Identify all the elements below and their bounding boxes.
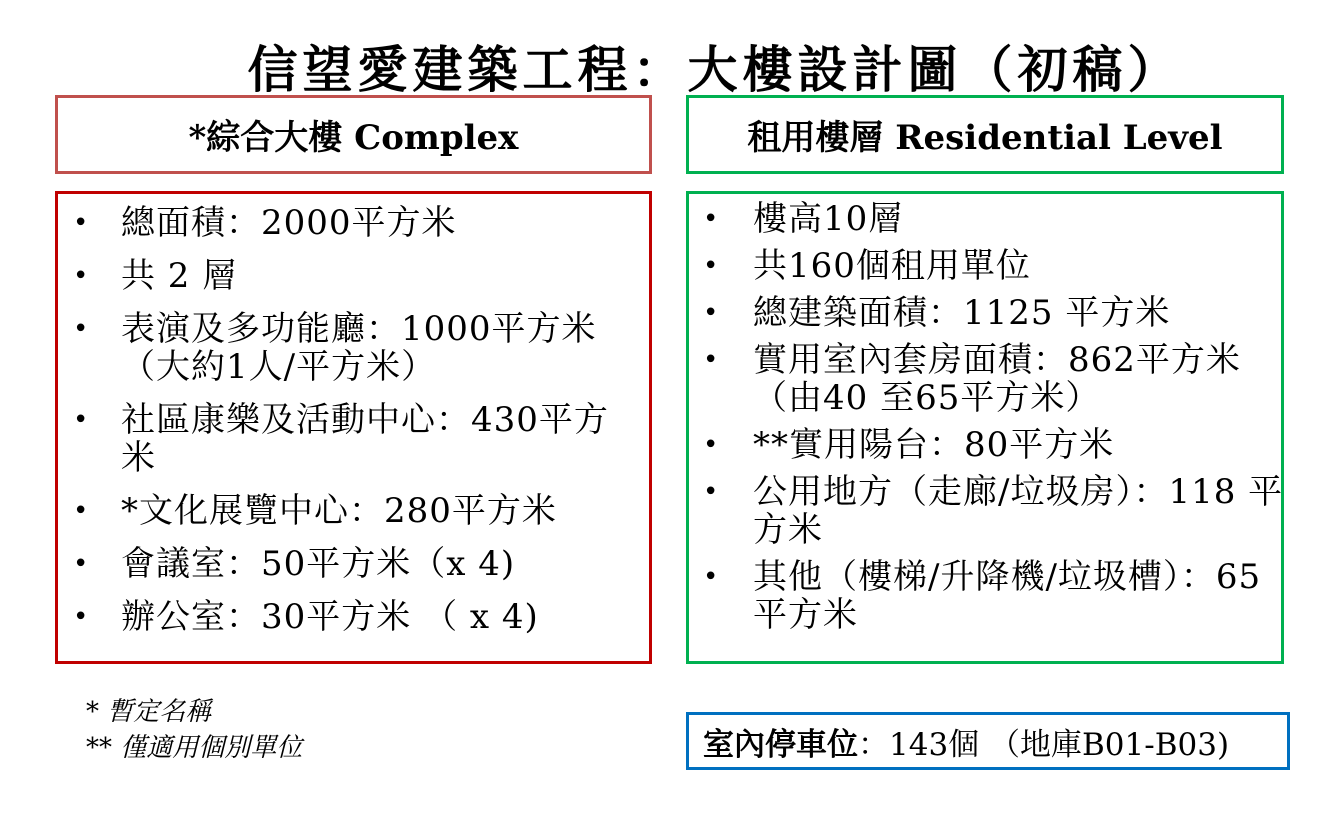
footnotes <box>86 694 302 766</box>
complex-heading-box <box>55 95 652 174</box>
list-item-text: *文化展覽中心：280平方米 <box>121 491 557 531</box>
list-item-text: 總面積：2000平方米 <box>121 203 457 243</box>
list-item-text: 辦公室：30平方米 （ x 4) <box>121 597 539 637</box>
list-item-text: 實用室內套房面積：862平方米（由40 至65平方米） <box>753 340 1241 418</box>
list-item <box>699 247 1287 285</box>
list-item-text: 社區康樂及活動中心：430平方米 <box>121 400 609 478</box>
bullet-dot-icon: • <box>73 405 90 435</box>
footnote-individual-units: ** 僅適用個別單位 <box>86 733 303 763</box>
bullet-dot-icon: • <box>703 430 720 460</box>
list-item-text: **實用陽台：80平方米 <box>753 425 1115 465</box>
bullet-dot-icon: • <box>73 549 90 579</box>
page-title: 信望愛建築工程：大樓設計圖（初稿） <box>247 40 1183 99</box>
parking-label: 室內停車位 <box>703 726 858 763</box>
list-item <box>68 257 638 295</box>
list-item <box>68 598 638 636</box>
list-item <box>699 426 1287 464</box>
complex-heading: *綜合大樓 Complex <box>188 118 519 158</box>
residential-heading: 租用樓層 Residential Level <box>747 118 1223 158</box>
residential-details-list <box>699 200 1287 643</box>
list-item <box>699 341 1287 417</box>
list-item <box>699 200 1287 238</box>
footnote-provisional-name: * 暫定名稱 <box>86 697 212 727</box>
bullet-dot-icon: • <box>703 562 720 592</box>
list-item-text: 表演及多功能廳：1000平方米（大約1人/平方米） <box>121 309 597 387</box>
bullet-dot-icon: • <box>703 477 720 507</box>
list-item-text: 總建築面積：1125 平方米 <box>753 293 1171 333</box>
complex-details-box <box>55 191 652 664</box>
list-item-text: 共 2 層 <box>121 256 238 296</box>
list-item <box>68 401 638 477</box>
list-item <box>699 558 1287 634</box>
bullet-dot-icon: • <box>703 204 720 234</box>
parking-box <box>686 712 1290 770</box>
list-item <box>68 310 638 386</box>
list-item <box>699 473 1287 549</box>
bullet-dot-icon: • <box>73 496 90 526</box>
bullet-dot-icon: • <box>73 261 90 291</box>
bullet-dot-icon: • <box>703 298 720 328</box>
bullet-dot-icon: • <box>703 251 720 281</box>
list-item-text: 會議室：50平方米（x 4) <box>121 544 516 584</box>
list-item <box>699 294 1287 332</box>
bullet-dot-icon: • <box>73 602 90 632</box>
bullet-dot-icon: • <box>703 345 720 375</box>
parking-value: ：143個 （地庫B01-B03) <box>858 726 1230 763</box>
residential-details-box <box>686 191 1284 664</box>
residential-heading-box <box>686 95 1284 174</box>
bullet-dot-icon: • <box>73 208 90 238</box>
complex-details-list <box>68 204 638 651</box>
bullet-dot-icon: • <box>73 314 90 344</box>
list-item-text: 共160個租用單位 <box>753 246 1031 286</box>
list-item <box>68 492 638 530</box>
list-item-text: 樓高10層 <box>753 199 904 239</box>
list-item-text: 其他（樓梯/升降機/垃圾槽）：65平方米 <box>753 557 1262 635</box>
list-item-text: 公用地方（走廊/垃圾房）：118 平方米 <box>753 472 1284 550</box>
list-item <box>68 204 638 242</box>
list-item <box>68 545 638 583</box>
